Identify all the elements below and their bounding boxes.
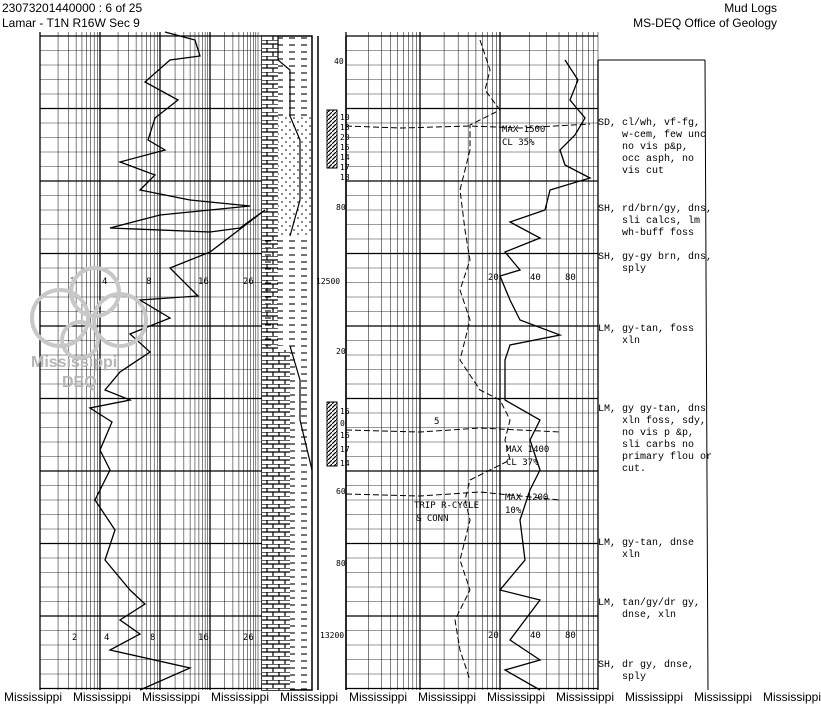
desc-2: SH, rd/brn/gy, dns, sli calcs, lm wh-buff foss — [598, 204, 713, 239]
svg-text:TRIP R-CYCLE: TRIP R-CYCLE — [414, 501, 480, 511]
right-top-20: 20 — [488, 273, 499, 283]
watermark-text-1: Mississippi — [31, 354, 118, 371]
svg-text:10%: 10% — [505, 506, 522, 516]
watermark-logo — [32, 268, 146, 358]
svg-text:17: 17 — [340, 163, 350, 172]
svg-text:80: 80 — [336, 559, 346, 568]
svg-text:20: 20 — [340, 133, 350, 142]
svg-text:14: 14 — [340, 459, 350, 468]
footer-watermark: Mississippi — [280, 690, 339, 704]
desc-3: SH, gy-gy brn, dns, sply — [598, 252, 713, 275]
footer-watermark: Mississippi — [418, 690, 477, 704]
footer-watermark: Mississippi — [211, 690, 270, 704]
left-top-8: 8 — [146, 277, 152, 287]
left-top-2: 2 — [70, 277, 76, 287]
desc-4: LM, gy-tan, foss xln — [598, 324, 695, 347]
svg-text:15: 15 — [340, 143, 350, 152]
footer-watermark: Mississippi — [625, 690, 684, 704]
svg-text:18: 18 — [340, 173, 350, 182]
svg-text:5: 5 — [434, 417, 440, 427]
svg-text:17: 17 — [340, 445, 350, 454]
svg-text:60: 60 — [336, 487, 346, 496]
left-bottom-26: 26 — [243, 633, 254, 643]
svg-text:13: 13 — [340, 123, 350, 132]
desc-8: SH, dr gy, dnse, sply — [598, 660, 695, 683]
svg-text:MAX 1500: MAX 1500 — [502, 125, 546, 135]
footer-watermark: Mississippi — [763, 690, 821, 704]
left-top-4: 4 — [102, 277, 108, 287]
watermark-text-2: DEQ — [62, 374, 97, 391]
svg-text:& CONN: & CONN — [416, 514, 449, 524]
right-bottom-40: 40 — [530, 631, 541, 641]
left-top-16: 16 — [198, 277, 209, 287]
svg-text:40: 40 — [334, 57, 344, 66]
right-bottom-20: 20 — [488, 631, 499, 641]
well-id-page: 23073201440000 : 6 of 25 — [2, 1, 143, 15]
footer-watermark: Mississippi — [4, 690, 63, 704]
desc-5: LM, gy gy-tan, dns xln foss, sdy, no vis p &p, sli carbs no primary flou or cut. — [598, 404, 713, 475]
svg-text:16: 16 — [340, 431, 350, 440]
right-bottom-80: 80 — [565, 631, 576, 641]
footer-watermark: Mississippi — [694, 690, 753, 704]
left-bottom-8: 8 — [150, 633, 156, 643]
svg-text:MAX 1400: MAX 1400 — [506, 445, 550, 455]
left-top-26: 26 — [243, 277, 254, 287]
footer-watermark: Mississippi — [487, 690, 546, 704]
left-bottom-2: 2 — [72, 633, 78, 643]
svg-text:CL 35%: CL 35% — [502, 138, 535, 148]
svg-text:20: 20 — [336, 347, 346, 356]
left-bottom-16: 16 — [198, 633, 209, 643]
footer-watermark: Mississippi — [556, 690, 615, 704]
svg-text:0: 0 — [340, 419, 345, 428]
right-top-80: 80 — [565, 273, 576, 283]
svg-text:12500: 12500 — [316, 277, 341, 286]
svg-text:80: 80 — [336, 203, 346, 212]
svg-text:14: 14 — [340, 153, 350, 162]
gas-annotations — [414, 125, 549, 524]
office: MS-DEQ Office of Geology — [633, 16, 777, 30]
desc-6: LM, gy-tan, dnse xln — [598, 538, 695, 561]
svg-text:13200: 13200 — [320, 631, 345, 640]
footer-watermark: Mississippi — [349, 690, 408, 704]
doc-type: Mud Logs — [724, 1, 777, 15]
svg-text:10: 10 — [340, 113, 350, 122]
footer-watermark: Mississippi — [73, 690, 132, 704]
desc-1: SD, cl/wh, vf-fg, w-cem, few unc no vis p&p, occ asph, no vis cut — [598, 118, 707, 177]
svg-text:15: 15 — [340, 407, 350, 416]
footer-watermark: Mississippi — [142, 690, 201, 704]
left-bottom-4: 4 — [104, 633, 110, 643]
right-top-40: 40 — [530, 273, 541, 283]
location: Lamar - T1N R16W Sec 9 — [2, 16, 140, 30]
svg-text:CL 37%: CL 37% — [506, 458, 539, 468]
svg-text:MAX 1200: MAX 1200 — [505, 493, 549, 503]
lithology-column — [262, 36, 312, 690]
desc-7: LM, tan/gy/dr gy, dnse, xln — [598, 598, 701, 621]
